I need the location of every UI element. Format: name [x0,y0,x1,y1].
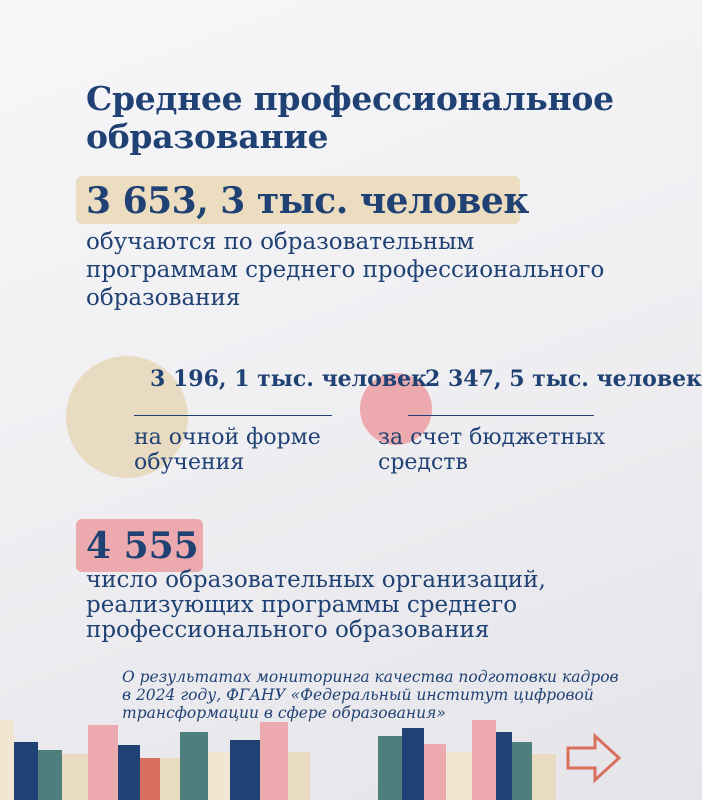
book-spine [180,732,208,800]
main-stat-description: обучаются по образовательным программам среднего профессионального образования [86,229,605,311]
budget-stat-value: 2 347, 5 тыс. человек [425,366,702,392]
book-spine [14,742,38,800]
book-spine [378,736,402,800]
book-spine [446,752,472,800]
book-spine [472,720,496,800]
book-spine [260,722,288,800]
book-spine [88,725,118,800]
main-stat-value: 3 653, 3 тыс. человек [86,180,529,222]
book-spine [532,754,556,800]
book-spine [424,744,446,800]
book-spine [62,754,88,800]
org-stat-description: число образовательных организаций, реализующих программы среднего профессионального образования [86,567,546,643]
full-time-stat-value: 3 196, 1 тыс. человек [150,366,428,392]
book-spine [208,752,230,800]
book-spine [38,750,62,800]
page-title: Среднее профессиональное образование [86,79,614,156]
source-note: О результатах мониторинга качества подготовки кадров в 2024 году, ФГАНУ «Федеральный институт цифровой трансформации в сфере образования» [122,668,619,722]
book-spine [118,745,140,800]
book-spine [230,740,260,800]
full-time-stat-divider [134,415,332,416]
book-spine [0,720,14,800]
book-spine [512,742,532,800]
budget-stat-divider [408,415,594,416]
book-spine [140,758,160,800]
org-stat-value: 4 555 [86,525,199,567]
arrow-right-icon[interactable] [565,732,623,784]
book-spine [288,752,310,800]
book-spine [496,732,512,800]
book-spine [160,758,180,800]
full-time-stat-description: на очной форме обучения [134,425,321,475]
budget-stat-description: за счет бюджетных средств [378,425,606,475]
book-spine [402,728,424,800]
